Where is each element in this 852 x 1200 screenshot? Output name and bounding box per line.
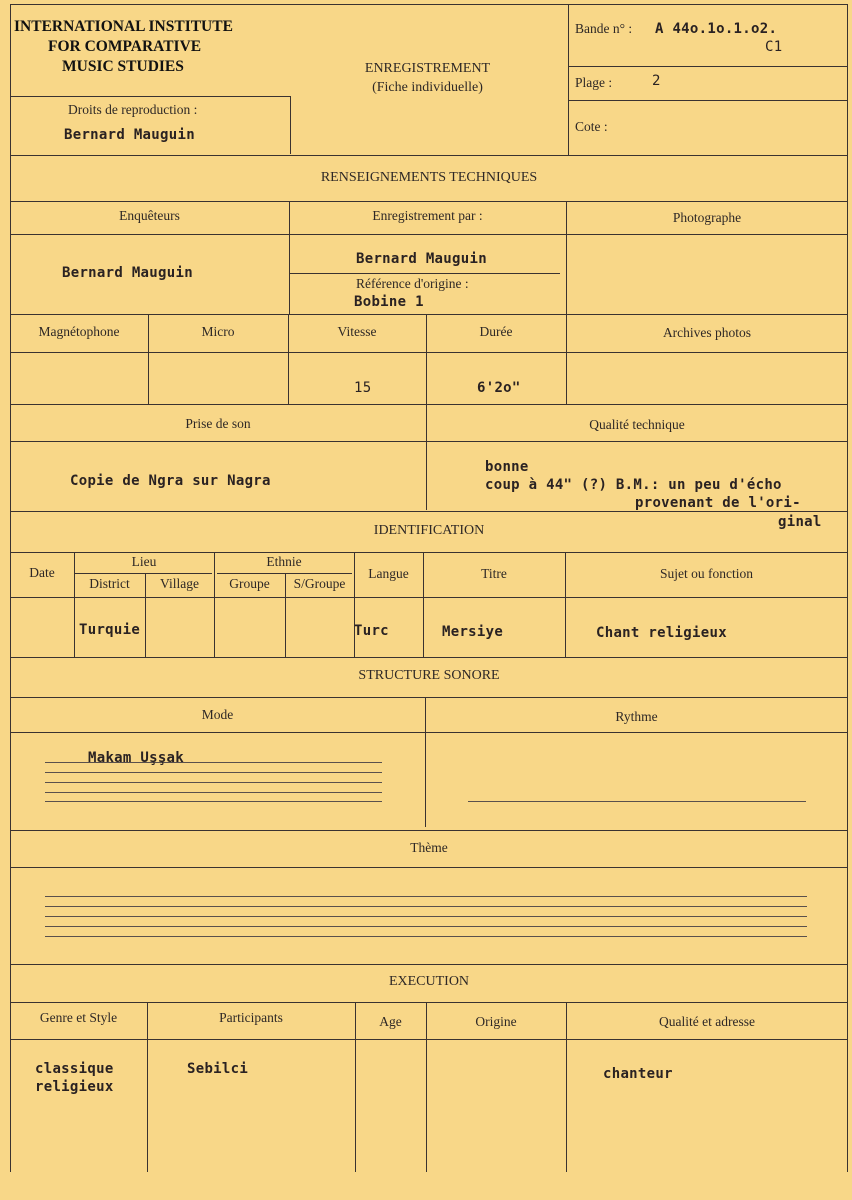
qualite-line2: coup à 44" (?) B.M.: un peu d'écho — [485, 477, 782, 493]
magnetophone-label: Magnétophone — [38, 324, 120, 339]
bande-sub: C1 — [765, 39, 783, 55]
bande-label: Bande n° : — [575, 21, 633, 36]
origine-label: Origine — [475, 1014, 517, 1029]
enqueteurs-label: Enquêteurs — [119, 208, 180, 223]
qualite-adresse-label: Qualité et adresse — [659, 1014, 755, 1029]
lieu-label: Lieu — [131, 554, 157, 569]
mode-line-5 — [45, 801, 382, 802]
sujet-value: Chant religieux — [596, 625, 727, 641]
cote-label: Cote : — [575, 119, 608, 134]
rights-value: Bernard Mauguin — [64, 127, 195, 143]
genre-line2: religieux — [35, 1079, 114, 1095]
theme-line-2 — [45, 906, 807, 907]
qualite-line1: bonne — [485, 459, 529, 475]
date-label: Date — [29, 565, 55, 580]
plage-top-rule — [568, 66, 847, 67]
age-label: Age — [379, 1014, 402, 1029]
rule-441 — [10, 441, 848, 442]
rule-352 — [10, 352, 848, 353]
form-subtitle: (Fiche individuelle) — [372, 80, 483, 95]
institute-line1: INTERNATIONAL INSTITUTE — [14, 18, 233, 35]
section-technique: RENSEIGNEMENTS TECHNIQUES — [320, 170, 538, 185]
enregistrement-label: Enregistrement par : — [372, 208, 483, 223]
rule-657 — [10, 657, 848, 658]
titre-label: Titre — [481, 566, 507, 581]
sgroupe-label: S/Groupe — [293, 576, 346, 591]
mode-line-3 — [45, 782, 382, 783]
langue-label: Langue — [368, 566, 409, 581]
section-structure: STRUCTURE SONORE — [358, 668, 500, 683]
mode-line-2 — [45, 772, 382, 773]
genre-line1: classique — [35, 1061, 114, 1077]
plage-label: Plage : — [575, 75, 613, 90]
micro-label: Micro — [201, 324, 235, 339]
duree-value: 6'2o" — [477, 380, 521, 396]
titre-value: Mersiye — [442, 624, 504, 640]
rule-314 — [10, 314, 848, 315]
mode-label: Mode — [201, 707, 234, 722]
rule-1002 — [10, 1002, 848, 1003]
bande-value: A 44o.1o.1.o2. — [655, 21, 778, 37]
header-right-divider — [568, 4, 569, 155]
prise-label: Prise de son — [185, 416, 251, 431]
rule-867 — [10, 867, 848, 868]
ethnie-label: Ethnie — [266, 554, 302, 569]
participants-value: Sebilci — [187, 1061, 249, 1077]
rule-155 — [10, 155, 848, 156]
plage-value: 2 — [652, 73, 661, 89]
rule-234 — [10, 234, 848, 235]
border-top — [10, 4, 848, 5]
rule-201 — [10, 201, 848, 202]
qualite-line3: provenant de l'ori- — [635, 495, 801, 511]
participants-label: Participants — [219, 1010, 283, 1025]
village-label: Village — [160, 576, 199, 591]
vitesse-value: 15 — [354, 380, 372, 396]
mode-line-4 — [45, 792, 382, 793]
genre-label: Genre et Style — [39, 1010, 118, 1025]
reference-label: Référence d'origine : — [356, 276, 469, 291]
rule-964 — [10, 964, 848, 965]
rule-552 — [10, 552, 848, 553]
theme-label: Thème — [410, 840, 448, 855]
theme-line-3 — [45, 916, 807, 917]
qualite-adresse-value: chanteur — [603, 1066, 673, 1082]
rule-ethnie-sub — [217, 573, 352, 574]
theme-line-1 — [45, 896, 807, 897]
institute-line3: MUSIC STUDIES — [62, 58, 184, 75]
groupe-label: Groupe — [229, 576, 270, 591]
rythme-line — [468, 801, 806, 802]
rule-511 — [10, 511, 848, 512]
form-title: ENREGISTREMENT — [364, 61, 491, 76]
prise-value: Copie de Ngra sur Nagra — [70, 473, 271, 489]
rule-597 — [10, 597, 848, 598]
rule-404 — [10, 404, 848, 405]
theme-line-4 — [45, 926, 807, 927]
photographe-label: Photographe — [672, 210, 742, 225]
district-label: District — [89, 576, 130, 591]
rights-right-rule — [290, 96, 291, 154]
district-value: Turquie — [79, 622, 141, 638]
reference-value: Bobine 1 — [354, 294, 424, 310]
qualite-label: Qualité technique — [589, 417, 685, 432]
sujet-label: Sujet ou fonction — [660, 566, 753, 581]
section-execution: EXECUTION — [388, 974, 470, 989]
rule-lieu-sub — [74, 573, 212, 574]
theme-line-5 — [45, 936, 807, 937]
mode-value: Makam Uşşak — [88, 750, 185, 766]
rule-697 — [10, 697, 848, 698]
rule-830 — [10, 830, 848, 831]
rights-label: Droits de reproduction : — [68, 102, 198, 117]
institute-line2: FOR COMPARATIVE — [48, 38, 202, 55]
vitesse-label: Vitesse — [337, 324, 377, 339]
cote-top-rule — [568, 100, 847, 101]
rythme-label: Rythme — [615, 709, 658, 724]
rule-273 — [289, 273, 560, 274]
archives-label: Archives photos — [662, 325, 752, 340]
vrule-147 — [147, 1002, 148, 1172]
duree-label: Durée — [479, 324, 513, 339]
qualite-line4: ginal — [778, 514, 822, 530]
langue-value: Turc — [354, 623, 389, 639]
enregistrement-value: Bernard Mauguin — [356, 251, 487, 267]
rights-top-rule — [10, 96, 290, 97]
rule-1039 — [10, 1039, 848, 1040]
enqueteurs-value: Bernard Mauguin — [62, 265, 193, 281]
vrule-426a — [426, 314, 427, 510]
section-identification: IDENTIFICATION — [373, 523, 485, 538]
rule-732 — [10, 732, 848, 733]
